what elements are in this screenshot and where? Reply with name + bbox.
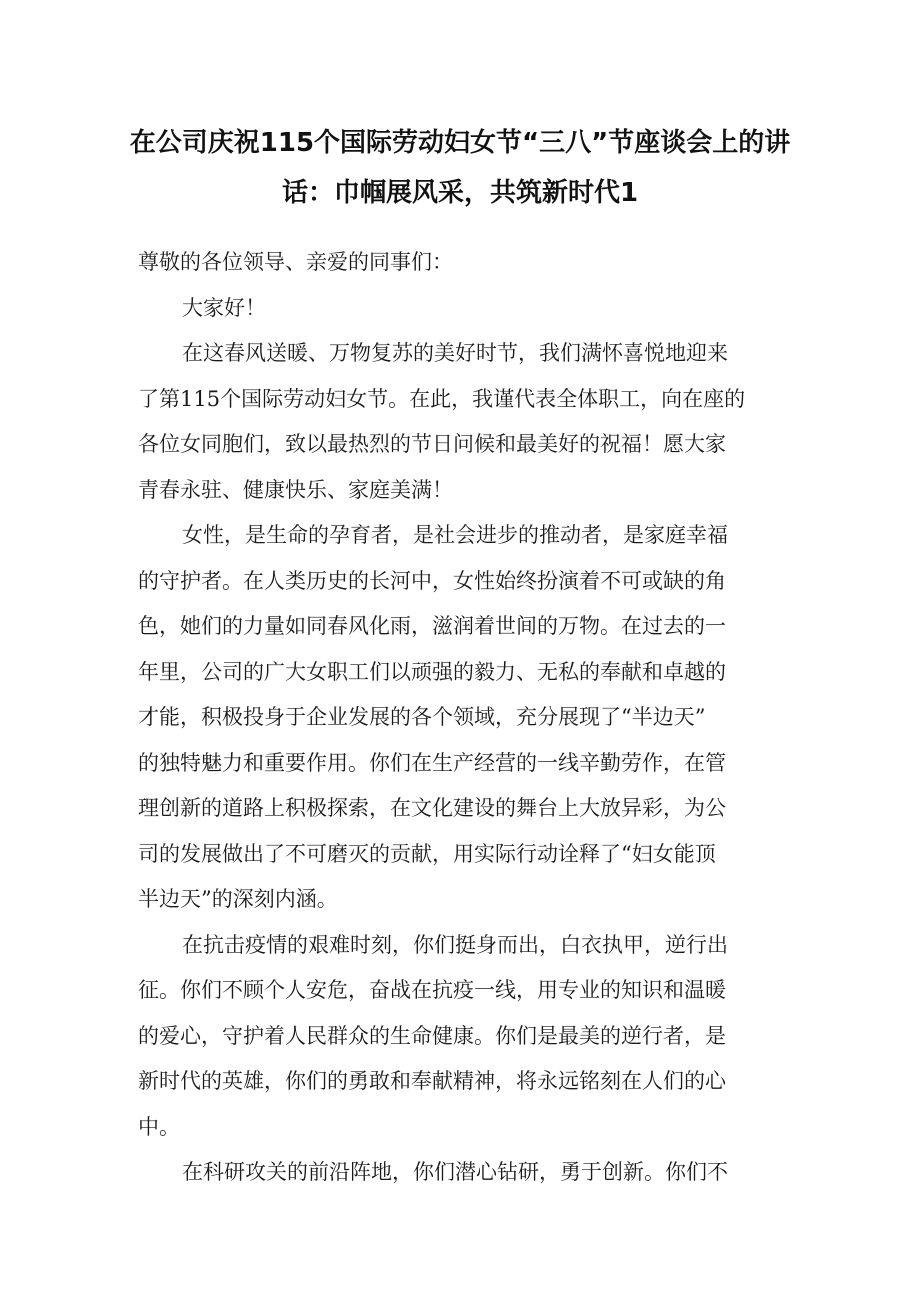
paragraph-line: 在这春风送暖、万物复苏的美好时节，我们满怀喜悦地迎来 bbox=[182, 341, 728, 365]
paragraph-epidemic bbox=[138, 923, 788, 1151]
paragraph-line: 年里，公司的广大女职工们以顽强的毅力、无私的奉献和卓越的 bbox=[138, 659, 726, 684]
paragraph-line: 的独特魅力和重要作用。你们在生产经营的一线辛勤劳作，在管 bbox=[138, 750, 726, 775]
paragraph-line: 理创新的道路上积极探索，在文化建设的舞台上大放异彩，为公 bbox=[138, 796, 726, 820]
salutation-line: 尊敬的各位领导、亲爱的同事们： bbox=[138, 250, 453, 274]
paragraph-research bbox=[138, 1150, 788, 1196]
paragraph-line: 新时代的英雄，你们的勇敢和奉献精神，将永远铭刻在人们的心 bbox=[138, 1069, 726, 1093]
title-line-1: 在公司庆祝115个国际劳动妇女节“三八”节座谈会上的讲 bbox=[129, 128, 791, 158]
paragraph-line: 半边天”的深刻内涵。 bbox=[138, 887, 338, 911]
document-title bbox=[120, 118, 800, 218]
paragraph-line: 中。 bbox=[138, 1114, 180, 1139]
paragraph-line: 女性，是生命的孕育者，是社会进步的推动者，是家庭幸福 bbox=[182, 523, 728, 547]
paragraph-line: 征。你们不顾个人安危，奋战在抗疫一线，用专业的知识和温暖 bbox=[138, 978, 726, 1002]
paragraph-line: 司的发展做出了不可磨灭的贡献，用实际行动诠释了“妇女能顶 bbox=[138, 841, 716, 866]
paragraph-line: 在科研攻关的前沿阵地，你们潜心钻研，勇于创新。你们不 bbox=[182, 1160, 728, 1184]
paragraph-line: 了第115个国际劳动妇女节。在此，我谨代表全体职工，向在座的 bbox=[138, 386, 746, 411]
paragraph-line: 色，她们的力量如同春风化雨，滋润着世间的万物。在过去的一 bbox=[138, 614, 726, 638]
document-body bbox=[138, 240, 788, 1196]
paragraph-women-role bbox=[138, 513, 788, 923]
paragraph-line: 才能，积极投身于企业发展的各个领域，充分展现了“半边天” bbox=[138, 705, 706, 729]
paragraph-line: 大家好！ bbox=[182, 295, 266, 320]
title-line-2: 话：巾帼展风采，共筑新时代1 bbox=[281, 178, 639, 208]
paragraph-opening bbox=[138, 331, 788, 513]
paragraph-line: 的爱心，守护着人民群众的生命健康。你们是最美的逆行者，是 bbox=[138, 1023, 726, 1048]
paragraph-line: 在抗击疫情的艰难时刻，你们挺身而出，白衣执甲，逆行出 bbox=[182, 932, 728, 957]
paragraph-greeting bbox=[138, 286, 788, 332]
paragraph-line: 的守护者。在人类历史的长河中，女性始终扮演着不可或缺的角 bbox=[138, 568, 726, 593]
paragraph-line: 青春永驻、健康快乐、家庭美满！ bbox=[138, 477, 453, 502]
salutation bbox=[138, 240, 788, 286]
paragraph-line: 各位女同胞们，致以最热烈的节日问候和最美好的祝福！愿大家 bbox=[138, 432, 726, 456]
